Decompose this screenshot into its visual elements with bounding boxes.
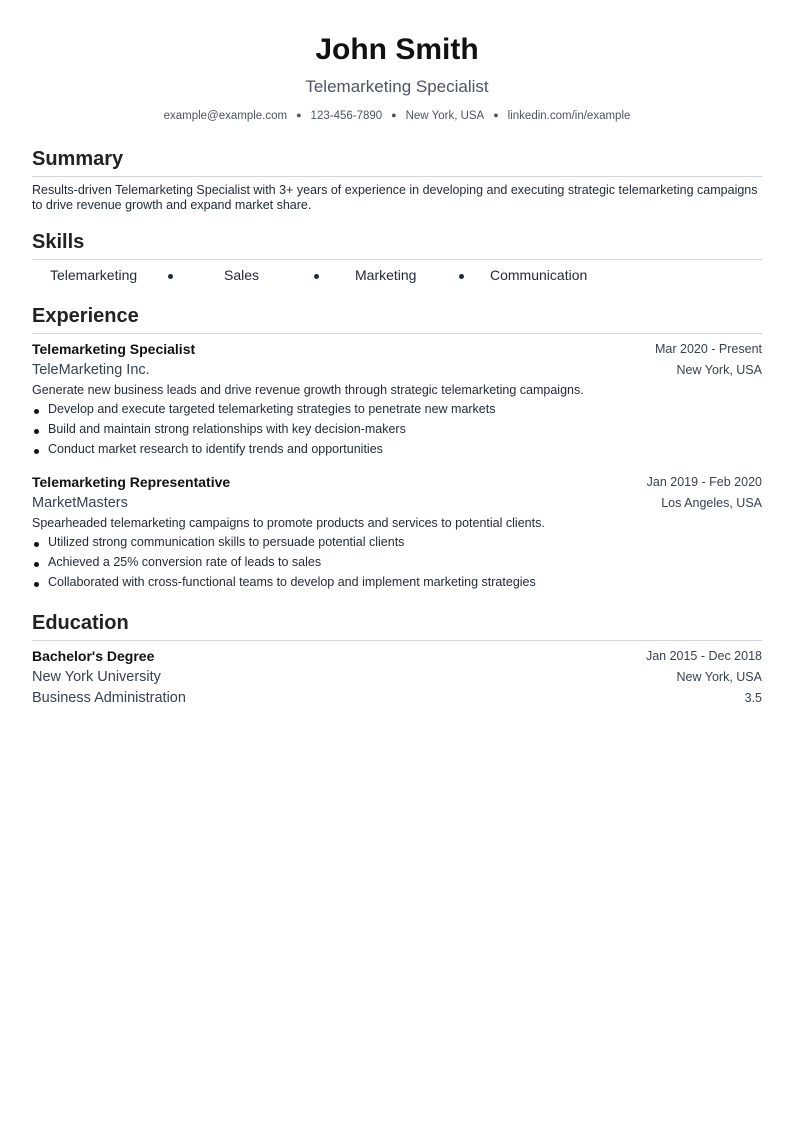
separator-dot-icon: ●	[296, 110, 302, 120]
job-role: Telemarketing Representative	[32, 474, 231, 490]
section-title-experience: Experience	[32, 303, 762, 334]
degree: Bachelor's Degree	[32, 648, 155, 664]
gpa: 3.5	[744, 691, 762, 705]
section-title-skills: Skills	[32, 229, 762, 260]
section-title-education: Education	[32, 610, 762, 641]
bullet-dot-icon	[34, 562, 39, 567]
bullet-text: Utilized strong communication skills to persuade potential clients	[48, 535, 405, 549]
skill-item: Sales	[224, 267, 260, 283]
contact-email[interactable]: example@example.com	[163, 110, 288, 122]
contact-location: New York, USA	[405, 110, 485, 122]
job-description: Generate new business leads and drive revenue growth through strategic telemarketing campaigns.	[32, 383, 584, 397]
education-dates: Jan 2015 - Dec 2018	[645, 649, 762, 663]
skills-list	[32, 266, 632, 286]
job-dates: Mar 2020 - Present	[655, 342, 762, 356]
school-name: New York University	[32, 669, 161, 685]
job-company: TeleMarketing Inc.	[32, 362, 150, 378]
separator-dot-icon: ●	[493, 110, 499, 120]
bullet-text: Collaborated with cross-functional teams to develop and implement marketing strategies	[48, 575, 536, 589]
field-of-study: Business Administration	[32, 690, 186, 706]
job-role: Telemarketing Specialist	[32, 341, 196, 357]
bullet-dot-icon	[34, 409, 39, 414]
summary-text: Results-driven Telemarketing Specialist with 3+ years of experience in developing and executing strategic telemarketing campaigns to drive revenue growth and expand market share.	[32, 183, 758, 212]
job-location: New York, USA	[676, 363, 762, 377]
bullet-dot-icon	[34, 582, 39, 587]
bullet-text: Develop and execute targeted telemarketing strategies to penetrate new markets	[48, 402, 496, 416]
bullet-dot-icon	[314, 274, 319, 279]
skill-item: Telemarketing	[50, 267, 138, 283]
bullet-text: Conduct market research to identify trends and opportunities	[48, 442, 383, 456]
separator-dot-icon: ●	[391, 110, 397, 120]
bullet-dot-icon	[168, 274, 173, 279]
school-location: New York, USA	[676, 670, 762, 684]
bullet-dot-icon	[34, 429, 39, 434]
job-description: Spearheaded telemarketing campaigns to promote products and services to potential clients.	[32, 516, 545, 530]
contact-line	[32, 107, 762, 124]
skill-item: Marketing	[355, 267, 417, 283]
candidate-title: Telemarketing Specialist	[305, 77, 489, 96]
contact-phone[interactable]: 123-456-7890	[310, 110, 383, 122]
skill-item: Communication	[490, 267, 588, 283]
job-dates: Jan 2019 - Feb 2020	[646, 475, 762, 489]
bullet-dot-icon	[34, 449, 39, 454]
candidate-name: John Smith	[315, 33, 479, 66]
bullet-dot-icon	[34, 542, 39, 547]
contact-linkedin[interactable]: linkedin.com/in/example	[507, 110, 631, 122]
bullet-text: Achieved a 25% conversion rate of leads to sales	[48, 555, 322, 569]
bullet-text: Build and maintain strong relationships with key decision-makers	[48, 422, 406, 436]
bullet-dot-icon	[459, 274, 464, 279]
job-company: MarketMasters	[32, 495, 128, 511]
job-location: Los Angeles, USA	[661, 496, 762, 510]
section-title-summary: Summary	[32, 146, 762, 177]
